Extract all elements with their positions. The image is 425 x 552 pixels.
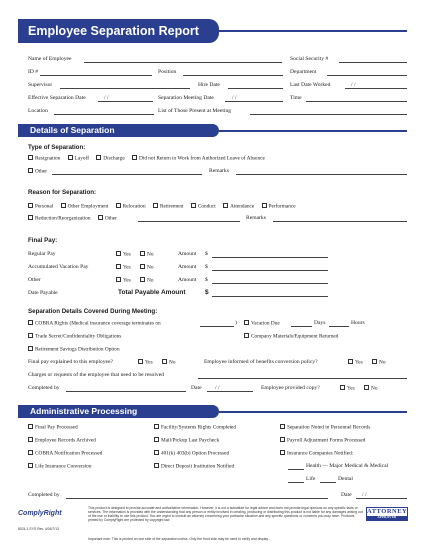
id-label: ID # (28, 69, 39, 75)
benefits-no[interactable]: No (372, 359, 385, 367)
charges-field[interactable] (198, 372, 407, 379)
sep-meeting-date-label: Separation Meeting Date (158, 95, 214, 101)
reason-reduction[interactable]: Reduction/Reorganization (28, 215, 91, 223)
final-pay-heading: Final Pay: (28, 237, 58, 244)
admin-heading: Administrative Processing (18, 405, 219, 418)
vacation-pay-yes[interactable]: Yes (116, 264, 131, 272)
vacation-due[interactable]: Vacation Due (244, 320, 280, 328)
other-pay-yes[interactable]: Yes (116, 277, 131, 285)
provided-copy-label: Employee provided copy? (261, 385, 320, 391)
admin-direct-deposit[interactable]: Direct Deposit Institution Notified (154, 463, 234, 471)
supervisor-field[interactable] (60, 82, 190, 89)
eff-sep-date-field[interactable] (98, 95, 153, 102)
type-discharge[interactable]: Discharge (96, 155, 124, 163)
vacation-pay-label: Accumulated Vacation Pay (28, 264, 89, 270)
approved-text: APPROVED (367, 516, 407, 520)
reason-retirement[interactable]: Retirement (153, 203, 184, 211)
reason-row-2 (28, 215, 123, 223)
vacation-hours-field[interactable] (329, 320, 349, 327)
cobra-date-field[interactable] (200, 320, 234, 327)
reason-remarks-field[interactable] (273, 215, 407, 222)
admin-insurance-notified[interactable]: Insurance Companies Notified: (280, 450, 353, 458)
covered-heading: Separation Details Covered During Meeting: (28, 308, 158, 315)
reason-heading: Reason for Separation: (28, 189, 97, 196)
cobra-close-paren: ) (235, 320, 237, 326)
regular-amount-label: Amount (178, 251, 197, 257)
other-dollar: $ (205, 277, 208, 283)
other-amount-label: Amount (178, 277, 197, 283)
complyright-brand: ComplyRight (18, 510, 62, 517)
regular-pay-label: Regular Pay (28, 251, 56, 257)
eff-sep-date-label: Effective Separation Date (28, 95, 86, 101)
important-note: Important note: This is printed on one side of the separation notice. Only the front side may be used to verify and display... (88, 537, 271, 541)
ssn-label: Social Security # (290, 56, 329, 62)
page-title: Employee Separation Report (18, 19, 219, 43)
location-label: Location (28, 108, 48, 114)
company-materials[interactable]: Company Materials/Equipment Returned (244, 333, 338, 341)
reason-performance[interactable]: Performance (262, 203, 296, 211)
hire-date-label: Hire Date (198, 82, 220, 88)
form-code: 8024-1 EYS Rev. 4/04/7/13 (18, 527, 60, 531)
life-label: Life (306, 476, 316, 482)
reason-other[interactable]: Other (98, 215, 117, 223)
reason-relocation[interactable]: Relocation (116, 203, 146, 211)
health-label: Health — Major Medical & Medical (306, 463, 389, 469)
details-heading: Details of Separation (18, 124, 219, 137)
name-label: Name of Employee (28, 56, 72, 62)
regular-dollar: $ (205, 251, 208, 257)
present-label: List of Those Present at Meeting (158, 108, 232, 114)
present-field[interactable] (250, 108, 407, 115)
days-label: Days (314, 320, 326, 326)
trade-secret[interactable]: Trade Secret/Confidentiality Obligations (28, 333, 121, 341)
attorney-approved-badge (366, 507, 408, 521)
final-pay-explained-label: Final pay explained to this employee? (28, 359, 113, 365)
regular-amount-field[interactable] (212, 251, 328, 258)
details-rule (219, 130, 407, 132)
dental-label: Dental (338, 476, 353, 482)
admin-rule (219, 411, 407, 413)
ssn-field[interactable] (339, 56, 407, 63)
total-payable-label: Total Payable Amount (118, 289, 186, 296)
admin-records-archived[interactable]: Employee Records Archived (28, 437, 96, 445)
admin-facility-rights[interactable]: Facility/Systems Rights Completed (154, 424, 236, 432)
type-remarks-field[interactable] (236, 168, 407, 175)
vacation-days-field[interactable] (291, 320, 312, 327)
reason-conduct[interactable]: Conduct (191, 203, 216, 211)
disclaimer-text: This product is designed to provide accurate and authoritative information. However, it is not a substitute for legal advice and does not provide legal opinions on any specific facts or services. The information is provided with the understanding that any person or entity involved in creating, producing or distributing this product is not liable for any damages arising out of the use or inability to use this product. You are urged to consult an attorney concerning your particular situation and any specific questions or concerns you may have. Products printed by ComplyRight are protected by copyright law. (88, 506, 363, 523)
completed-date-field[interactable] (207, 385, 253, 392)
vacation-pay-no[interactable]: No (140, 264, 153, 272)
completed-by-label: Completed by (28, 385, 60, 391)
complyright-logo (18, 510, 62, 517)
hire-date-field[interactable] (228, 82, 283, 89)
copy-yes[interactable]: Yes (340, 385, 355, 393)
department-field[interactable] (327, 69, 407, 76)
admin-401k[interactable]: 401(k) 403(b) Option Processed (154, 450, 229, 458)
benefits-yes[interactable]: Yes (348, 359, 363, 367)
vacation-dollar: $ (205, 264, 208, 270)
admin-date-label: Date (341, 492, 352, 498)
other-pay-no[interactable]: No (140, 277, 153, 285)
department-label: Department (290, 69, 317, 75)
cobra-rights[interactable]: COBRA Rights (Medical insurance coverage terminates on (28, 320, 161, 328)
time-field[interactable] (306, 95, 407, 102)
vacation-amount-label: Amount (178, 264, 197, 270)
life-field[interactable] (288, 476, 304, 483)
location-field[interactable] (54, 108, 154, 115)
admin-date-field[interactable] (356, 492, 407, 499)
eff-sep-date-slashes: / / (104, 95, 109, 101)
reason-remarks-label: Remarks (246, 215, 266, 221)
title-rule (219, 30, 407, 32)
explained-no[interactable]: No (162, 359, 175, 367)
dental-field[interactable] (320, 476, 336, 483)
name-field[interactable] (84, 56, 282, 63)
sep-meeting-date-field[interactable] (225, 95, 283, 102)
completed-date-label: Date (191, 385, 202, 391)
type-resignation[interactable]: Resignation (28, 155, 60, 163)
charges-label: Charges or requests of the employee that need to be resolved (28, 372, 164, 378)
sep-meeting-date-slashes: / / (232, 95, 237, 101)
other-amount-field[interactable] (212, 277, 328, 284)
type-layoff[interactable]: Layoff (68, 155, 89, 163)
position-label: Position (158, 69, 177, 75)
explained-yes[interactable]: Yes (138, 359, 153, 367)
reason-personal[interactable]: Personal (28, 203, 53, 211)
reason-other-field[interactable] (138, 215, 240, 222)
supervisor-label: Supervisor (28, 82, 53, 88)
reason-row (28, 203, 302, 211)
last-date-slashes: / / (351, 82, 356, 88)
time-label: Time (290, 95, 302, 101)
admin-cobra[interactable]: COBRA Notification Processed (28, 450, 102, 458)
retirement-savings[interactable]: Retirement Savings Distribution Option (28, 346, 120, 354)
admin-completed-by-field[interactable] (66, 492, 328, 499)
type-other[interactable]: Other (28, 168, 47, 176)
type-no-return[interactable]: Did not Return to Work from Authorized Leave of Absence (132, 155, 265, 163)
admin-completed-by-label: Completed by (28, 492, 60, 498)
type-heading: Type of Separation: (28, 144, 86, 151)
reason-attendance[interactable]: Attendance (223, 203, 254, 211)
other-pay-label: Other (28, 277, 41, 283)
admin-payroll-forms[interactable]: Payroll Adjustment Forms Processed (280, 437, 365, 445)
reason-other-employment[interactable]: Other Employment (61, 203, 109, 211)
benefits-informed-label: Employee informed of benefits conversion policy? (204, 359, 318, 365)
health-field[interactable] (288, 463, 304, 470)
last-date-worked-label: Last Date Worked (290, 82, 331, 88)
last-date-worked-field[interactable] (345, 82, 407, 89)
completed-by-field[interactable] (66, 385, 186, 392)
type-other-field[interactable] (52, 168, 202, 175)
total-amount-field[interactable] (212, 290, 328, 297)
regular-pay-no[interactable]: No (140, 251, 153, 259)
total-dollar: $ (205, 289, 209, 296)
regular-pay-yes[interactable]: Yes (116, 251, 131, 259)
admin-life-conversion[interactable]: Life Insurance Conversion (28, 463, 91, 471)
admin-final-pay[interactable]: Final Pay Processed (28, 424, 78, 432)
type-row (28, 155, 271, 163)
completed-date-slashes: / / (215, 385, 220, 391)
id-field[interactable] (40, 69, 152, 76)
admin-date-slashes: / / (362, 492, 367, 498)
copy-no[interactable]: No (364, 385, 377, 393)
vacation-amount-field[interactable] (212, 264, 328, 271)
type-remarks-label: Remarks (209, 168, 229, 174)
date-payable-label: Date Payable (28, 290, 58, 296)
position-field[interactable] (183, 69, 283, 76)
hours-label: Hours (351, 320, 365, 326)
admin-separation-noted[interactable]: Separation Noted in Personnel Records (280, 424, 370, 432)
admin-mail-paycheck[interactable]: Mail/Pickup Last Paycheck (154, 437, 219, 445)
attorney-text: ATTORNEY (367, 508, 408, 515)
